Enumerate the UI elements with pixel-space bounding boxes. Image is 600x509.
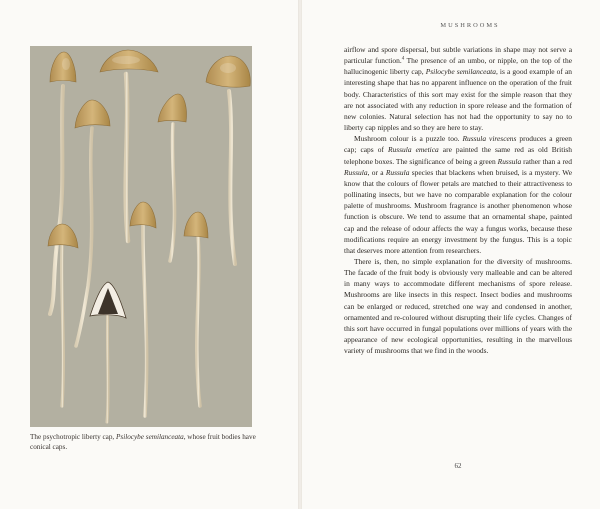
liberty-cap-illustration bbox=[30, 46, 252, 427]
running-head: MUSHROOMS bbox=[440, 22, 500, 29]
figure-caption: The psychotropic liberty cap, Psilocybe semilanceata, whose fruit bodies have conical caps. bbox=[30, 433, 256, 451]
left-page bbox=[0, 0, 298, 509]
right-page bbox=[302, 0, 600, 509]
body-text bbox=[344, 44, 572, 356]
footnote-marker[interactable]: 4 bbox=[401, 56, 405, 62]
paragraph-1: airflow and spore dispersal, but subtle variations in shape may not serve a particular function.$^4$ The presence of an umbo, or nipple, on the top of the hallucinogenic liberty cap, Psilocybe semilanceata, is a good example of an interesting shape that has no apparent influence on the operation of the fruit body. Characteristics of this sort may exist for the simple reason that they are not associated with any reduction in spore release and the formation of new colonies. Natural selection has not had the opportunity to say no to liberty cap nipples and so they are here to stay. bbox=[344, 45, 573, 133]
page-number: 62 bbox=[454, 462, 462, 470]
paragraph-3: There is, then, no simple explanation for the diversity of mushrooms. The facade of the fruit body is obviously very malleable and can be altered in many ways to accommodate different mechanisms of spore release. Mushrooms are like insects in this respect. Insect bodies and mushrooms can be enlarged or reduced, stretched one way and condensed in another, ornamented and re-coloured without disrupting their life cycles. Changes of this sort have occurred in fungal populations over millions of years with the appearance of new ecological opportunities, resulting in the marvellous variety of mushrooms that we find in the woods. bbox=[344, 256, 572, 356]
paragraph-2: Mushroom colour is a puzzle too. Russula virescens produces a green cap; caps of Russula emetica are painted the same red as old British telephone boxes. The significance of being a green Russula rather than a red Russula, or a Russula species that blackens when bruised, is a mystery. We know that the colours of flower petals are matched to their attractiveness to pollinating insects, but we have no comparable explanation for the colour palette of mushrooms. Mushroom fragrance is another phenomenon whose function is obscure. We tend to assume that an ornamental shape, painted cap and the release of odour affects the way a fungus works, because these modifications require an energy investment by the fungus. This is a topic that deserves more attention from researchers. bbox=[344, 134, 572, 255]
